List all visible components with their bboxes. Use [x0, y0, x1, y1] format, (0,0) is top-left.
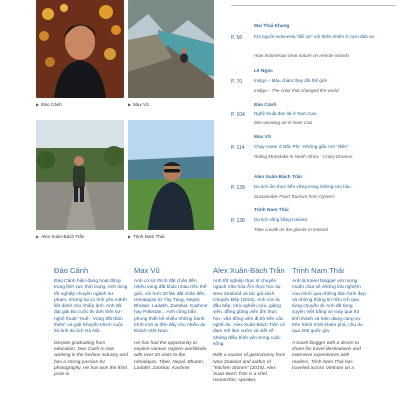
toc-page: P. 70	[231, 79, 243, 85]
photo-caption: ▶ Max Vũ	[128, 102, 149, 107]
photo-dao-canh	[36, 0, 124, 98]
bio-text-en: A travel blogger with a desire to share his travel destinations and extensive experiences with readers, Trinh Nam Thai has traveled across Vietnam on a	[292, 340, 361, 371]
toc-title-vi: Khi người Indonesia "đổi xử" với thiên nhiên ở cựm đảo xa	[254, 34, 374, 39]
bio-name: Trịnh Nam Thái	[292, 266, 344, 275]
toc-title-vi: Indigo – Màu chàm thay đổi thế giới	[254, 78, 327, 83]
toc-page: P. 104	[231, 112, 245, 118]
toc-page: P. 58	[231, 35, 243, 41]
bio-text-en: He has had the opportunity to explore various regions worldwide, with over 20 visits to the Himalayas, Tibet, Nepal, Bhutan, Ladakh, Zanskar, Kashmir	[134, 340, 208, 371]
toc-title-vi: Du lịch sống bằng Iceland	[254, 217, 307, 222]
toc-author: Trịnh Nam Thái	[254, 208, 289, 213]
garden-path-image	[36, 120, 124, 230]
toc-title-en: Take a walk on the glacier in Iceland	[254, 227, 328, 232]
toc-page: P. 138	[231, 218, 245, 224]
photo-max-vu	[128, 0, 214, 98]
toc-title-en: How Indonesian treat nature on remote islands	[254, 53, 350, 58]
bio-text-vi: Anh có sở thích đặt chân đến nhiều vùng đất khác nhau trên thế giới, với hơn 20 lần đặt chân đến Himalayas từ Tây Tạng, Nepal, Bhutan, Ladakh, Zanskar, Kashmir hay Pakistan... Anh cũng bắn phong thiết kế nhiều những hành trình mới lạ đến đây cho nhiều du khách Việt Nam.	[134, 279, 208, 335]
photo-caption: ▶ Đào Cảnh	[36, 102, 62, 107]
caret-icon: ▶	[36, 102, 40, 107]
toc-title-vi: Chạy motor ở Bắc Phi - Những giấc mơ "điên"	[254, 144, 349, 149]
toc-title-en: Site weaving art in Nam Cao	[254, 120, 313, 125]
toc-title-en: Sustainable Food Tourism from Oysters	[254, 194, 335, 199]
bio-text-vi: Anh tốt nghiệp thạc sĩ chuyên ngành Văn hóa Ẩm thực học tại New Zealand và tác giả sách Chuyện Bếp (2015). Anh còn là đầu bếp, nhà nghiên cứu, giảng viên, đồng giảng viên ẩm thực học, vận động viên đi bộ trên các nghề dư. Alex Xuân-Bách Trần có đam mê làm vườn và viết về những điều bình yên trong cuộc sống.	[213, 279, 286, 347]
caret-icon: ▶	[128, 102, 132, 107]
lakeside-image	[128, 120, 214, 230]
toc-page: P. 128	[231, 185, 245, 191]
toc-title-vi: Nghệ thuật đan lát ở Nam Cao	[254, 111, 317, 116]
bio-name: Alex Xuân-Bách Trần	[213, 266, 285, 275]
caret-icon: ▶	[128, 234, 132, 239]
photo-caption: ▶ Trịnh Nam Thái	[128, 234, 165, 239]
portrait-image	[36, 0, 124, 98]
toc-title-vi: Du lịch ẩm thực bền vững trong những con hàu	[254, 184, 351, 189]
photo-alex	[36, 120, 124, 230]
toc-page: P. 114	[231, 145, 245, 151]
bio-name: Đào Cảnh	[54, 266, 89, 275]
toc-author: Lê Ngọc	[254, 69, 273, 74]
bio-text-vi: Đào Cảnh hiện đang hoạt động trong lĩnh vực thời trang. Anh từng tốt nghiệp chuyên ngành sư phạm, nhưng lại có tình yêu mãnh liệt dành cho nhiếp ảnh. Anh đã đạt giải Ba cuộc thi ảnh thời sự-nghệ thuật "Huế - Vùng đất thân thiện" và giải Khuyến khích cuộc thi ảnh du lịch Hà Nội.	[54, 279, 128, 335]
bio-column	[292, 266, 366, 372]
bio-text-en: Despite graduating from education, Dao Canh is now working in the fashion industry and has a strong passion for photography. He has won the third prize in	[54, 340, 128, 378]
caret-icon: ▶	[36, 234, 40, 239]
bio-text-vi: Anh là travel blogger với mong muốn chia sẻ những trải nghiệm của mình qua những tấm hình đẹp và những thông tin hữu ích qua từng chuyến đi. Anh đã từng xuyên Việt bằng xe máy qua 63 tỉnh thành và hiện đang cùng vợ trên hành trình khám phá, chụ du qua 200 quốc gia.	[292, 279, 366, 335]
bio-column	[134, 266, 208, 372]
toc-author: Mai Thái Khang	[254, 24, 290, 29]
toc-divider	[231, 5, 396, 6]
toc-title-en: Indigo – The color that changed the world	[254, 88, 339, 93]
bio-text-en: With a master of gastronomy from New Zealand and author of "Kitchen Stories" (2015), Alex Xuan-Bach Tran is a chef, researcher, speaker,	[213, 353, 286, 384]
lake-image	[128, 0, 214, 98]
toc-title-en: Riding Motorbike in North Africa - Crazy Dreams.	[254, 154, 354, 159]
bio-column	[54, 266, 128, 378]
photo-caption: ▶ Alex Xuân-Bách Trần	[36, 234, 85, 239]
toc-author: Alex Xuân-Bách Trần	[254, 175, 302, 180]
toc-author: Đào Cảnh	[254, 103, 277, 108]
toc-author: Max Vũ	[254, 135, 271, 140]
photo-trinh-nam-thai	[128, 120, 214, 230]
bio-name: Max Vũ	[134, 266, 160, 275]
bio-column	[213, 266, 287, 385]
